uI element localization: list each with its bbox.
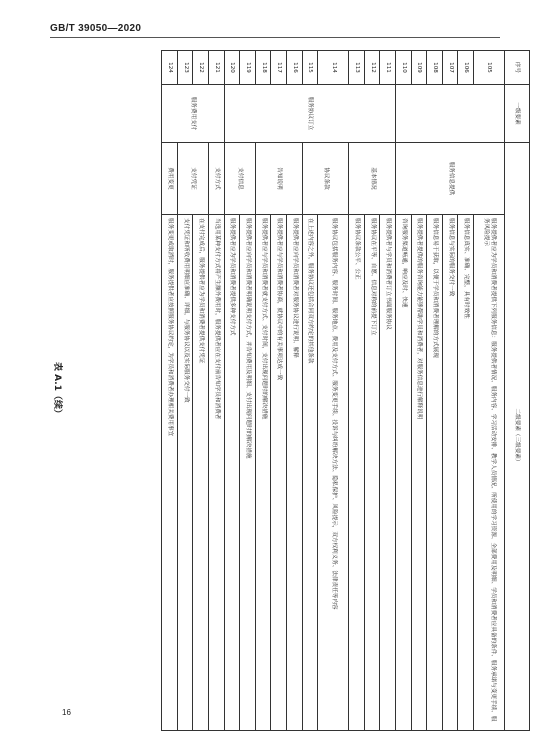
row-text: 服务提供者提供的服务咨询能力能够帮助学员和消费者，对服务信息进行解释说明 [411,215,427,731]
row-text: 服务协议条款公平、公正 [349,215,365,731]
row-no: 122 [193,51,209,85]
row-no: 112 [364,51,380,85]
table-header-row [505,51,530,731]
table-row [287,51,303,731]
row-no: 106 [458,51,474,85]
requirements-table [161,50,530,731]
row-text: 服务信息与实际的服务交付一致 [442,215,458,731]
row-text: 服务提供者应与学员和消费者协商，就协议中的有关事项达成一致 [271,215,287,731]
group-basic: 基本情况 [349,143,396,215]
col-header-l23: 二级要素（三级要素） [505,143,530,731]
row-text: 服务提供者应为学员和消费者提供多种支付方式 [224,215,240,731]
row-no: 111 [380,51,396,85]
row-text: 咨询服务渠道畅通，响应及时、快速 [396,215,412,731]
row-text: 服务提供者与学员和消费者订立书面服务协议 [380,215,396,731]
group-l1-empty [396,85,505,143]
table-row [380,51,396,731]
group-payment: 服务费用支付 [162,85,224,143]
row-no: 107 [442,51,458,85]
row-text: 在上述内容之外，服务协议还包括合同双方约定的其他条款 [302,215,318,731]
row-no: 114 [318,51,349,85]
row-text: 服务提供者应为学员和消费者提供下列服务信息：服务提供者情况、服务内容、学习活动安排、教学人员情况、所使用的学习资源、全部费用及明细、学员和消费者应具备的条件、服务承诺与变更手续、服务风险提示 [474,215,505,731]
row-no: 124 [162,51,178,85]
header-rule [50,37,500,38]
table-row [162,51,178,731]
table-row [193,51,209,731]
table-caption: 表 A.1（续） [52,362,62,418]
row-no: 123 [177,51,193,85]
group-terms: 协议条款 [302,143,349,215]
row-no: 119 [240,51,256,85]
row-text: 服务协议在平等、自愿、信息对称的前提下订立 [364,215,380,731]
row-text: 支付凭证和所收费用明细应准确、详细，与服务协议以及实际服务交付一致 [177,215,193,731]
row-text: 在支付完成后，服务提供者应为学员和消费者提供支付凭证 [193,215,209,731]
row-no: 120 [224,51,240,85]
rotated-table-region [52,50,530,730]
row-no: 116 [287,51,303,85]
row-no: 109 [411,51,427,85]
row-text: 服务提供者应与学员和消费者就支付方式、支付时间，支付出现问题时的解决措施 [255,215,271,731]
col-header-l1: 一级要素 [505,85,530,143]
row-text: 服务信息易于获取，以便于学员和消费者理解的方式展现 [427,215,443,731]
table-row [318,51,349,731]
table-row [240,51,256,731]
table-row [474,51,505,731]
row-no: 115 [302,51,318,85]
page-number: 16 [62,708,71,717]
group-protocol: 服务协议订立 [224,85,395,143]
group-receipt: 支付凭证 [177,143,208,215]
group-payinfo: 支付信息 [224,143,255,215]
row-text: 服务信息真实、准确、完整，具有时效性 [458,215,474,731]
row-no: 108 [427,51,443,85]
row-no: 117 [271,51,287,85]
group-explain: 告知说明 [255,143,302,215]
row-text: 当选用某种支付方式将产生额外费用时，服务提供者应在支付前告知学员和消费者 [209,215,225,731]
row-text: 服务提供者应向学员和消费者对服务协议进行说明、解释 [287,215,303,731]
row-no: 113 [349,51,365,85]
row-no: 110 [396,51,412,85]
row-text: 服务变更或取消时，服务提供者应按照服务协议约定，为学员和消费者办理相关费用事宜 [162,215,178,731]
standard-code: GB/T 39050—2020 [50,23,142,34]
row-no: 121 [209,51,225,85]
col-header-no: 序号 [505,51,530,85]
row-text: 服务协议包括服务内容、服务时间、服务地点、费用及支付方式、服务变更手续、投诉与纠纷解决方法、隐私保护、风险提示，双方权利义务、法律责任等内容 [318,215,349,731]
group-feechange: 费用变更 [162,143,178,215]
row-no: 118 [255,51,271,85]
table-row [209,51,225,731]
group-paymethod: 支付方式 [209,143,225,215]
group-info-provision: 服务信息提供 [396,143,505,215]
row-no: 105 [474,51,505,85]
row-text: 服务提供者应向学员和消费者明确说明支付方式，并告知费用及明细、支付出现问题时的解决措施 [240,215,256,731]
